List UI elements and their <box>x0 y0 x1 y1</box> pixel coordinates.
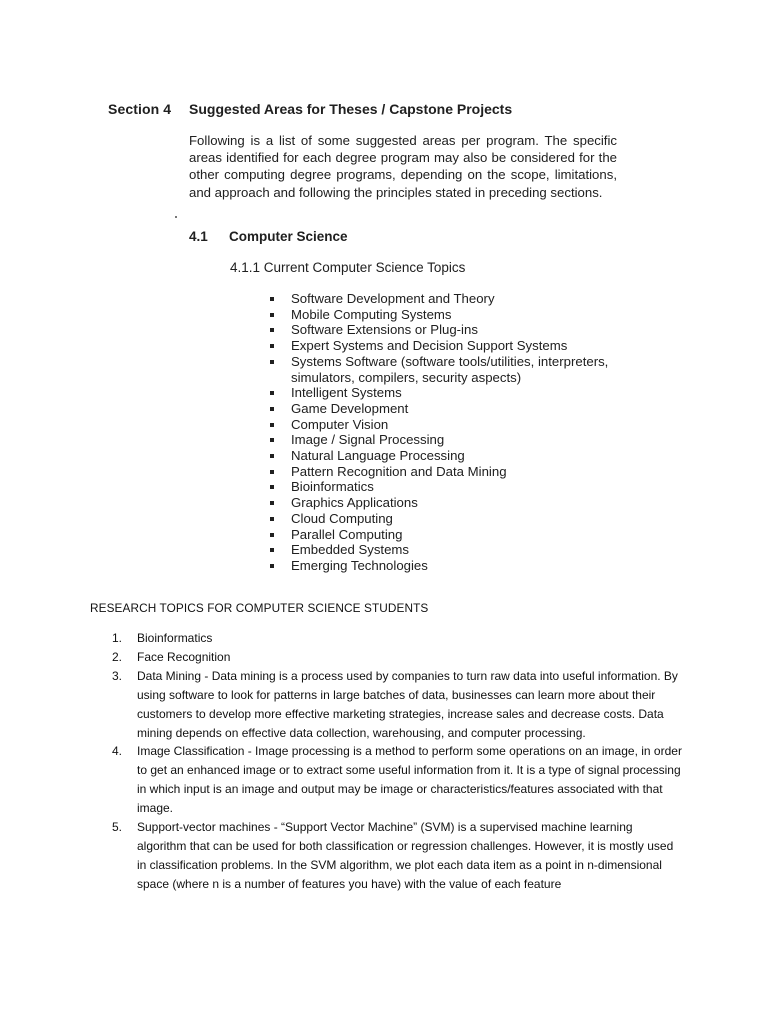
research-heading: RESEARCH TOPICS FOR COMPUTER SCIENCE STUDENTS <box>90 601 429 615</box>
item-text: Face Recognition <box>137 649 231 664</box>
item-number: 5. <box>112 820 123 835</box>
item-number: 2. <box>112 649 123 664</box>
research-item <box>112 667 682 743</box>
topic-item: Graphics Applications <box>270 495 630 511</box>
research-list <box>112 629 682 894</box>
research-item <box>112 742 682 818</box>
research-item <box>112 648 682 667</box>
bullet-icon <box>270 470 274 474</box>
bullet-icon <box>270 485 274 489</box>
bullet-icon <box>270 564 274 568</box>
subsection-title: Computer Science <box>229 229 348 244</box>
section-label: Section 4 <box>108 101 172 117</box>
bullet-icon <box>270 360 274 364</box>
bullet-icon <box>270 517 274 521</box>
bullet-icon <box>270 328 274 332</box>
item-text: Support-vector machines - “Support Vector Machine” (SVM) is a supervised machine learning algorithm that can be used for both classification or regression challenges. However, it is mostly used in classification problems. In the SVM algorithm, we plot each data item as a point in n-dimensional space (where n is a number of features you have) with the value of each feature <box>137 820 674 891</box>
section-title: Suggested Areas for Theses / Capstone Projects <box>189 101 513 117</box>
bullet-icon <box>270 344 274 348</box>
topic-item: Expert Systems and Decision Support Systems <box>270 338 630 354</box>
bullet-icon <box>270 438 274 442</box>
bullet-icon <box>270 501 274 505</box>
bullet-icon <box>270 548 274 552</box>
topic-item: Pattern Recognition and Data Mining <box>270 464 630 480</box>
topic-item: Emerging Technologies <box>270 558 630 574</box>
bullet-icon <box>270 423 274 427</box>
topic-item: Image / Signal Processing <box>270 432 630 448</box>
item-text: Image Classification - Image processing is a method to perform some operations on an image, in order to get an enhanced image or to extract some useful information from it. It is a type of signal processing in which input is an image and output may be image or characteristics/features associated with that image. <box>137 744 682 816</box>
item-number: 3. <box>112 668 123 683</box>
topic-item: Bioinformatics <box>270 479 630 495</box>
bullet-icon <box>270 407 274 411</box>
topic-item: Embedded Systems <box>270 542 630 558</box>
bullet-icon <box>270 297 274 301</box>
topic-item: Systems Software (software tools/utilities, interpreters, simulators, compilers, security aspects) <box>270 354 630 385</box>
scan-speck <box>175 216 177 218</box>
topic-item: Natural Language Processing <box>270 448 630 464</box>
item-number: 1. <box>112 631 123 645</box>
topic-item: Software Development and Theory <box>270 291 630 307</box>
topics-list <box>270 291 630 574</box>
topic-item: Game Development <box>270 401 630 417</box>
subsubsection-title: 4.1.1 Current Computer Science Topics <box>230 260 466 275</box>
bullet-icon <box>270 313 274 317</box>
topic-item: Parallel Computing <box>270 527 630 543</box>
subsection-number: 4.1 <box>189 229 208 244</box>
bullet-icon <box>270 454 274 458</box>
topic-item: Cloud Computing <box>270 511 630 527</box>
bullet-icon <box>270 533 274 537</box>
research-item <box>112 629 682 648</box>
bullet-icon <box>270 391 274 395</box>
section-paragraph: Following is a list of some suggested areas per program. The specific areas identified for each degree program may also be considered for the other computing degree programs, depending on the scope, limitations, and approach and following the principles stated in preceding sections. <box>189 133 617 200</box>
topic-item: Software Extensions or Plug-ins <box>270 322 630 338</box>
item-text: Data Mining - Data mining is a process used by companies to turn raw data into useful information. By using software to look for patterns in large batches of data, businesses can learn more about their customers to develop more effective marketing strategies, increase sales and decrease costs. Data mining depends on effective data collection, warehousing, and computer processing. <box>137 668 678 740</box>
research-item <box>112 818 682 894</box>
item-number: 4. <box>112 744 123 759</box>
topic-item: Computer Vision <box>270 417 630 433</box>
item-text: Bioinformatics <box>137 631 213 645</box>
topic-item: Intelligent Systems <box>270 385 630 401</box>
topic-item: Mobile Computing Systems <box>270 307 630 323</box>
